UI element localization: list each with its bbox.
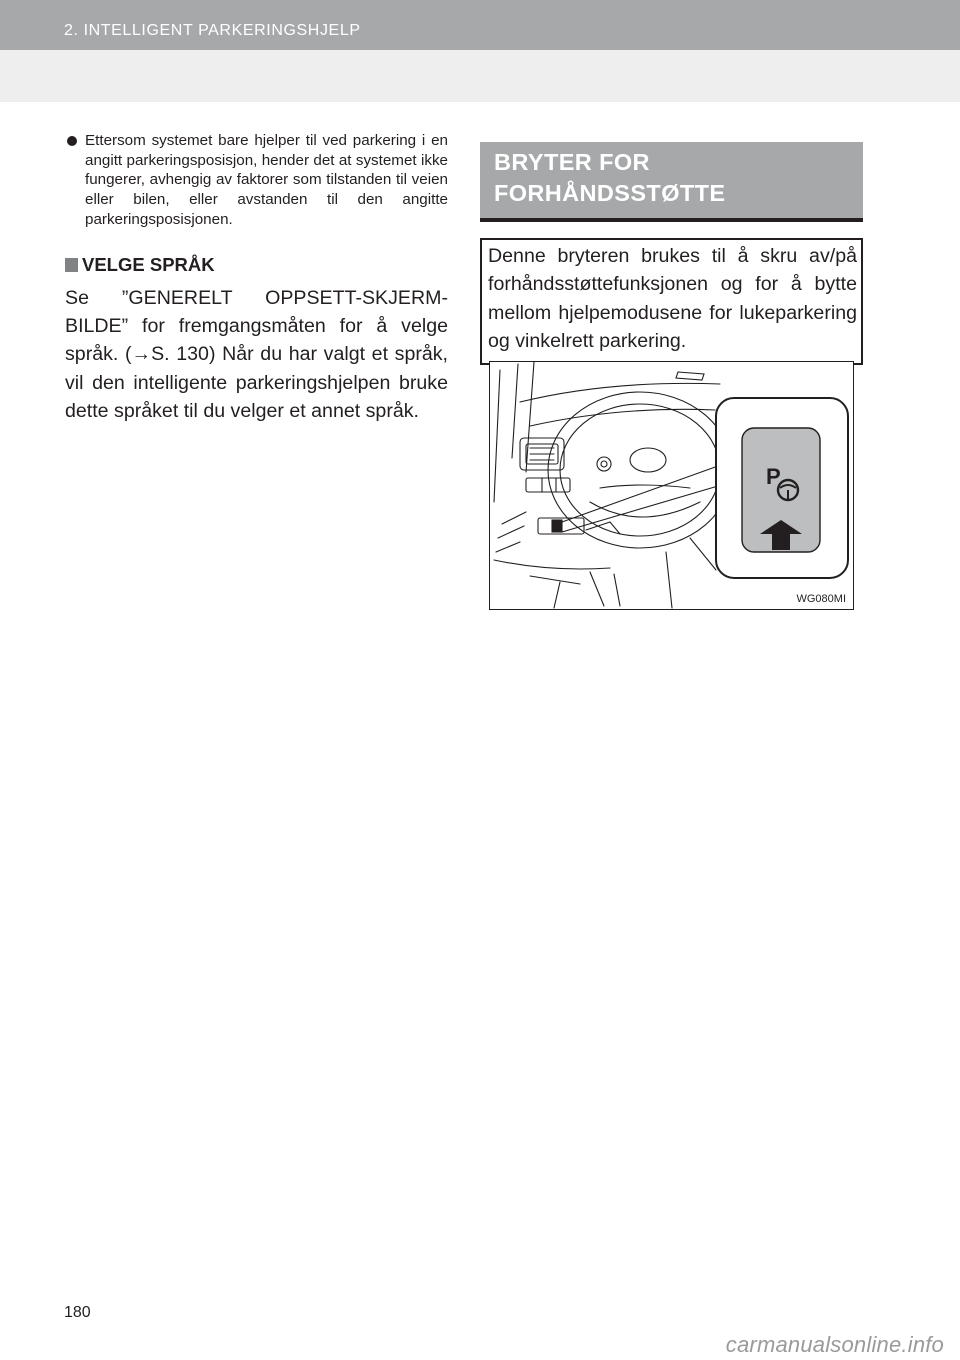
note-text: Ettersom systemet bare hjelper til ved parkering i en angitt parkeringsposisjon, hender det at systemet ikke fungerer, avhengig av faktorer som tilstanden til veien eller bilen, eller avstanden til den angitte parkeringsposisjonen. (85, 132, 448, 228)
paragraph-end: ) Når du har valgt et språk, vil den intelligente parkeringshjelpen bruke dette språket til du velger et annet språk. (65, 343, 449, 423)
dashboard-illustration (489, 361, 854, 610)
bullet-dot-icon (67, 136, 77, 146)
language-subheading (65, 254, 448, 276)
section-heading (480, 142, 863, 222)
watermark: carmanualsonline.info (725, 1332, 944, 1357)
square-marker-icon (65, 258, 78, 272)
info-text: Denne bryteren brukes til å skru av/på forhåndsstøttefunksjonen og for å bytte mellom hjelpemodusene for lukeparkering og vinkelrett parkering. (488, 245, 857, 353)
info-box (480, 238, 863, 365)
note-bullet (65, 131, 448, 230)
arrow-icon: → (131, 343, 152, 366)
header-band (0, 50, 960, 102)
left-column (65, 131, 448, 426)
language-paragraph (65, 284, 448, 426)
paragraph-start: Se ”GENERELT OPPSETT-SKJERMBILDE” for fremgangsmåten for å velge språk. ( (65, 286, 448, 366)
page-number: 180 (64, 1304, 91, 1321)
dashboard-drawing (490, 362, 853, 609)
page-reference-link[interactable]: S. 130 (151, 343, 209, 366)
button-letter: P (766, 464, 781, 489)
header-bar (0, 0, 960, 50)
right-column (480, 142, 863, 365)
section-title: 2. INTELLIGENT PARKERINGSHJELP (64, 22, 361, 39)
section-heading-text: BRYTER FOR FORHÅNDSSTØTTE (494, 149, 726, 206)
figure-code: WG080MI (796, 593, 846, 605)
subheading-text: VELGE SPRÅK (82, 253, 215, 275)
